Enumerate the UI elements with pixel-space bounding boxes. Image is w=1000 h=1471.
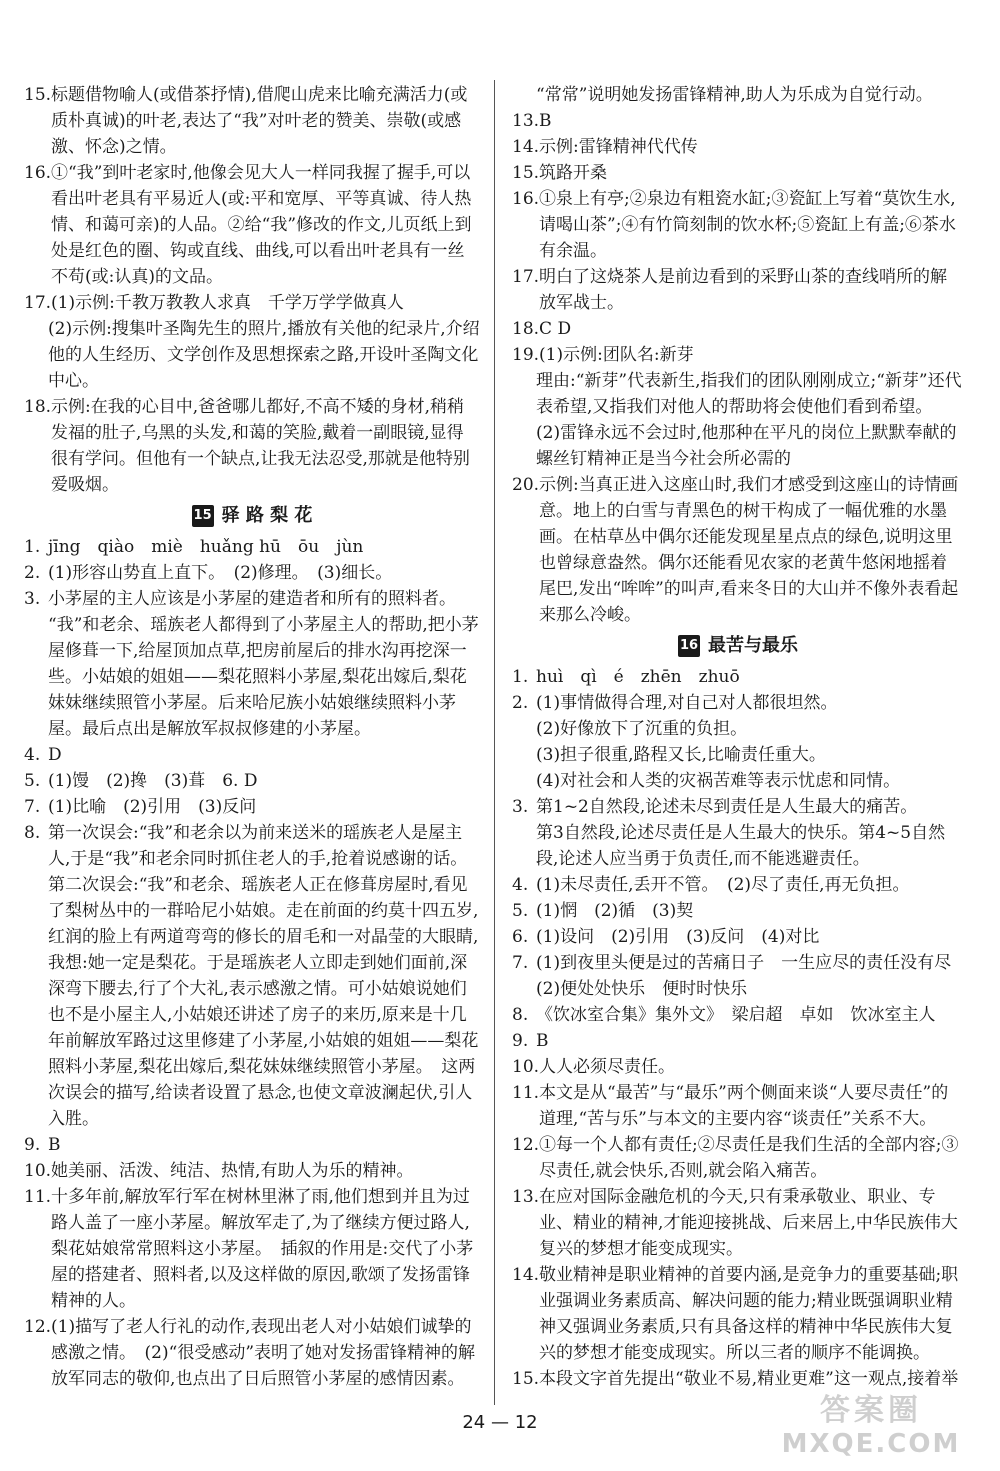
answer-number: 5.: [512, 901, 529, 921]
answer-number: 5.: [24, 771, 41, 791]
answer-text: 第1~2自然段,论述未尽到责任是人生最大的痛苦。: [536, 797, 918, 817]
answer-number: 14.: [512, 1265, 540, 1285]
answer-text: (2)好像放下了沉重的负担。: [536, 719, 748, 739]
answer-number: 2.: [512, 693, 529, 713]
answer-item: [512, 186, 964, 264]
right-column: [512, 82, 964, 1392]
answer-text: 本文是从“最苦”与“最乐”两个侧面来谈“人要尽责任”的道理,“苦与乐”与本文的主要内容“谈责任”关系不大。: [539, 1083, 949, 1129]
answer-text: (1)比喻 (2)引用 (3)反问: [48, 797, 257, 817]
answer-text: “常常”说明她发扬雷锋精神,助人为乐成为自觉行动。: [536, 85, 933, 105]
answer-number: 15.: [512, 1369, 540, 1389]
answer-item: [512, 1132, 964, 1184]
answer-text: (3)担子很重,路程又长,比喻责任重大。: [536, 745, 826, 765]
answer-text: D: [48, 745, 62, 765]
answer-item: [512, 690, 964, 716]
answer-text: 理由:“新芽”代表新生,指我们的团队刚刚成立;“新芽”还代表希望,又指我们对他人的帮助将会使他们看到希望。: [536, 371, 962, 417]
section-title: 驿 路 梨 花: [221, 505, 313, 526]
answer-item: [512, 160, 964, 186]
left-column: [24, 82, 480, 1392]
answer-text: (1)示例:团队名:新芽: [539, 345, 694, 365]
section-heading: [24, 500, 480, 532]
answer-item: [512, 768, 964, 794]
answer-item: [512, 82, 964, 108]
answer-number: 9.: [24, 1135, 41, 1155]
answer-number: 10.: [24, 1161, 52, 1181]
column-divider: [494, 80, 495, 1405]
answer-number: 6.: [512, 927, 529, 947]
answer-item: [24, 82, 480, 160]
answer-item: [24, 316, 480, 394]
answer-item: [512, 1184, 964, 1262]
answer-text: 她美丽、活泼、纯洁、热情,有助人为乐的精神。: [51, 1161, 414, 1181]
answer-number: 19.: [512, 345, 540, 365]
answer-text: (1)示例:千教万教教人求真 千学万学学做真人: [51, 293, 404, 313]
answer-number: 16.: [512, 189, 540, 209]
answer-number: 7.: [24, 797, 41, 817]
answer-item: [512, 716, 964, 742]
answer-text: B: [48, 1135, 61, 1155]
answer-item: [24, 612, 480, 742]
answer-item: [512, 108, 964, 134]
answer-text: (1)事情做得合理,对自己对人都很坦然。: [536, 693, 838, 713]
answer-number: 18.: [24, 397, 52, 417]
answer-text: (2)示例:搜集叶圣陶先生的照片,播放有关他的纪录片,介绍他的人生经历、文学创作及思想探索之路,开设叶圣陶文化中心。: [48, 319, 480, 391]
answer-text: 示例:雷锋精神代代传: [539, 137, 698, 157]
answer-number: 2.: [24, 563, 41, 583]
answer-item: [24, 394, 480, 498]
answer-item: [512, 342, 964, 368]
answer-number: 17.: [24, 293, 52, 313]
answer-text: 在应对国际金融危机的今天,只有秉承敬业、职业、专业、精业的精神,才能迎接挑战、后来居上,中华民族伟大复兴的梦想才能变成现实。: [539, 1187, 958, 1259]
answer-number: 8.: [24, 823, 41, 843]
answer-number: 1.: [512, 667, 529, 687]
answer-number: 8.: [512, 1005, 529, 1025]
answer-item: [24, 1314, 480, 1392]
section-heading: [512, 630, 964, 662]
answer-text: 第3自然段,论述尽责任是人生最大的快乐。第4~5自然段,论述人应当勇于负责任,而不能逃避责任。: [536, 823, 946, 869]
answer-item: [512, 924, 964, 950]
answer-number: 1.: [24, 537, 41, 557]
answer-text: (2)便处处快乐 便时时快乐: [536, 979, 748, 999]
answer-text: 《饮冰室合集》集外文》 梁启超 卓如 饮冰室主人: [536, 1005, 936, 1025]
answer-item: [512, 794, 964, 820]
watermark-top-text: 答案圈: [820, 1393, 922, 1428]
answer-text: 标题借物喻人(或借茶抒情),借爬山虎来比喻充满活力(或质朴真诚)的叶老,表达了“我”对叶老的赞美、崇敬(或感激、怀念)之情。: [51, 85, 468, 157]
answer-item: [512, 134, 964, 160]
answer-text: huì qì é zhēn zhuō: [536, 667, 740, 687]
answer-number: 7.: [512, 953, 529, 973]
answer-number: 13.: [512, 111, 540, 131]
answer-item: [512, 1366, 964, 1392]
answer-item: [512, 316, 964, 342]
answer-text: 小茅屋的主人应该是小茅屋的建造者和所有的照料者。: [48, 589, 456, 609]
answer-number: 20.: [512, 475, 540, 495]
answer-number: 17.: [512, 267, 540, 287]
answer-item: [512, 1080, 964, 1132]
answer-item: [512, 898, 964, 924]
answer-text: B: [536, 1031, 549, 1051]
answer-item: [24, 1158, 480, 1184]
answer-item: [24, 290, 480, 316]
answer-text: (1)形容山势直上直下。 (2)修理。 (3)细长。: [48, 563, 393, 583]
answer-item: [512, 368, 964, 420]
answer-item: [24, 1184, 480, 1314]
answer-item: [24, 1132, 480, 1158]
answer-text: (1)到夜里头便是过的苦痛日子 一生应尽的责任没有尽: [536, 953, 952, 973]
answer-number: 12.: [24, 1317, 52, 1337]
answer-text: 第一次误会:“我”和老余以为前来送米的瑶族老人是屋主人,于是“我”和老余同时抓住老人的手,抢着说感谢的话。第二次误会:“我”和老余、瑶族老人正在修葺房屋时,看见了梨树丛中的一群哈尼小姑娘。走在前面的约莫十四五岁,红润的脸上有两道弯弯的修长的眉毛和一对晶莹的大眼睛,我想:她一定是梨花。于是瑶族老人立即走到她们面前,深深弯下腰去,行了个大礼,表示感激之情。可小姑娘说她们也不是小屋主人,小姑娘还讲述了房子的来历,原来是十几年前解放军路过这里修建了小茅屋,小姑娘的姐姐——梨花照料小茅屋,梨花出嫁后,梨花妹妹继续照管小茅屋。 这两次误会的描写,给读者设置了悬念,也使文章波澜起伏,引人入胜。: [48, 823, 479, 1129]
answer-text: (2)雷锋永远不会过时,他那种在平凡的岗位上默默奉献的螺丝钉精神正是当今社会所必需的: [536, 423, 957, 469]
answer-text: (1)馒 (2)搀 (3)葺 6. D: [48, 771, 258, 791]
answer-item: [512, 820, 964, 872]
watermark-logo: [766, 1393, 976, 1463]
answer-item: [512, 472, 964, 628]
answer-number: 4.: [24, 745, 41, 765]
answer-item: [512, 1262, 964, 1366]
answer-item: [24, 768, 480, 794]
answer-item: [512, 1054, 964, 1080]
answer-text: (1)未尽责任,丢开不管。 (2)尽了责任,再无负担。: [536, 875, 910, 895]
answer-text: 筑路开桑: [539, 163, 608, 183]
answer-text: C D: [539, 319, 572, 339]
answer-item: [24, 534, 480, 560]
answer-item: [24, 820, 480, 1132]
answer-text: (1)设问 (2)引用 (3)反问 (4)对比: [536, 927, 820, 947]
answer-text: ①泉上有亭;②泉边有粗瓷水缸;③瓷缸上写着“莫饮生水,请喝山茶”;④有竹筒刻制的饮水杯;⑤瓷缸上有盖;⑥茶水有余温。: [539, 189, 956, 261]
answer-item: [24, 742, 480, 768]
answer-number: 4.: [512, 875, 529, 895]
answer-number: 14.: [512, 137, 540, 157]
answer-text: 十多年前,解放军行军在树林里淋了雨,他们想到并且为过路人盖了一座小茅屋。解放军走了,为了继续方便过路人,梨花姑娘常常照料这小茅屋。 插叙的作用是:交代了小茅屋的搭建者、照料者,以及这样做的原因,歌颂了发扬雷锋精神的人。: [51, 1187, 474, 1311]
section-number-badge: 15: [192, 505, 214, 527]
answer-text: 示例:当真正进入这座山时,我们才感受到这座山的诗情画意。地上的白雪与青黑色的树干构成了一幅优雅的水墨画。在枯草丛中偶尔还能发现星星点点的绿色,说明这里也曾绿意盎然。偶尔还能看见农家的老黄牛悠闲地摇着尾巴,发出“哞哞”的叫声,看来冬日的大山并不像外表看起来那么冷峻。: [539, 475, 959, 625]
answer-number: 16.: [24, 163, 52, 183]
answer-item: [512, 264, 964, 316]
answer-item: [24, 560, 480, 586]
answer-item: [24, 794, 480, 820]
answer-text: ①每一个人都有责任;②尽责任是我们生活的全部内容;③尽责任,就会快乐,否则,就会陷入痛苦。: [539, 1135, 959, 1181]
answer-number: 9.: [512, 1031, 529, 1051]
answer-text: “我”和老余、瑶族老人都得到了小茅屋主人的帮助,把小茅屋修葺一下,给屋顶加点草,把房前屋后的排水沟再挖深一些。小姑娘的姐姐——梨花照料小茅屋,梨花出嫁后,梨花妹妹继续照管小茅屋。后来哈尼族小姑娘继续照料小茅屋。最后点出是解放军叔叔修建的小茅屋。: [48, 615, 479, 739]
answer-item: [512, 872, 964, 898]
answer-number: 3.: [512, 797, 529, 817]
page-number: 24 — 12: [462, 1412, 538, 1433]
answer-text: (4)对社会和人类的灾祸苦难等表示忧虑和同情。: [536, 771, 901, 791]
answer-text: jīng qiào miè huǎng hū ōu jùn: [48, 537, 364, 557]
answer-text: 明白了这烧茶人是前边看到的采野山茶的查线哨所的解放军战士。: [539, 267, 948, 313]
answer-item: [512, 742, 964, 768]
answer-number: 3.: [24, 589, 41, 609]
answer-number: 13.: [512, 1187, 540, 1207]
watermark-bottom-text: MXQE.COM: [781, 1429, 961, 1459]
answer-text: 人人必须尽责任。: [539, 1057, 676, 1077]
answer-number: 18.: [512, 319, 540, 339]
answer-item: [512, 1028, 964, 1054]
answer-item: [24, 160, 480, 290]
answer-item: [512, 1002, 964, 1028]
answer-number: 10.: [512, 1057, 540, 1077]
answer-text: 示例:在我的心目中,爸爸哪儿都好,不高不矮的身材,稍稍发福的肚子,乌黑的头发,和蔼的笑脸,戴着一副眼镜,显得很有学问。但他有一个缺点,让我无法忍受,那就是他特别爱吸烟。: [51, 397, 470, 495]
answer-number: 11.: [512, 1083, 540, 1103]
answer-text: B: [539, 111, 552, 131]
answer-item: [512, 950, 964, 976]
answer-number: 15.: [512, 163, 540, 183]
answer-item: [24, 586, 480, 612]
section-number-badge: 16: [678, 635, 700, 657]
answer-item: [512, 664, 964, 690]
answer-text: (1)描写了老人行礼的动作,表现出老人对小姑娘们诚挚的感激之情。 (2)“很受感动”表明了她对发扬雷锋精神的解放军同志的敬仰,也点出了日后照管小茅屋的感情因素。: [51, 1317, 476, 1389]
answer-item: [512, 420, 964, 472]
answer-item: [512, 976, 964, 1002]
section-title: 最苦与最乐: [708, 635, 798, 656]
answer-text: 敬业精神是职业精神的首要内涵,是竞争力的重要基础;职业强调业务素质高、解决问题的能力;精业既强调职业精神又强调业务素质,只有具备这样的精神中华民族伟大复兴的梦想才能变成现实。所以三者的顺序不能调换。: [539, 1265, 959, 1363]
answer-text: (1)惘 (2)循 (3)契: [536, 901, 694, 921]
answer-number: 11.: [24, 1187, 52, 1207]
answer-number: 15.: [24, 85, 52, 105]
answer-text: 本段文字首先提出“敬业不易,精业更难”这一观点,接着举: [539, 1369, 959, 1389]
answer-number: 12.: [512, 1135, 540, 1155]
answer-text: ①“我”到叶老家时,他像会见大人一样同我握了握手,可以看出叶老具有平易近人(或:平和宽厚、平等真诚、待人热情、和蔼可亲)的人品。②给“我”修改的作文,儿页纸上到处是红色的圈、钩或直线、曲线,可以看出叶老具有一丝不苟(或:认真)的文品。: [51, 163, 472, 287]
